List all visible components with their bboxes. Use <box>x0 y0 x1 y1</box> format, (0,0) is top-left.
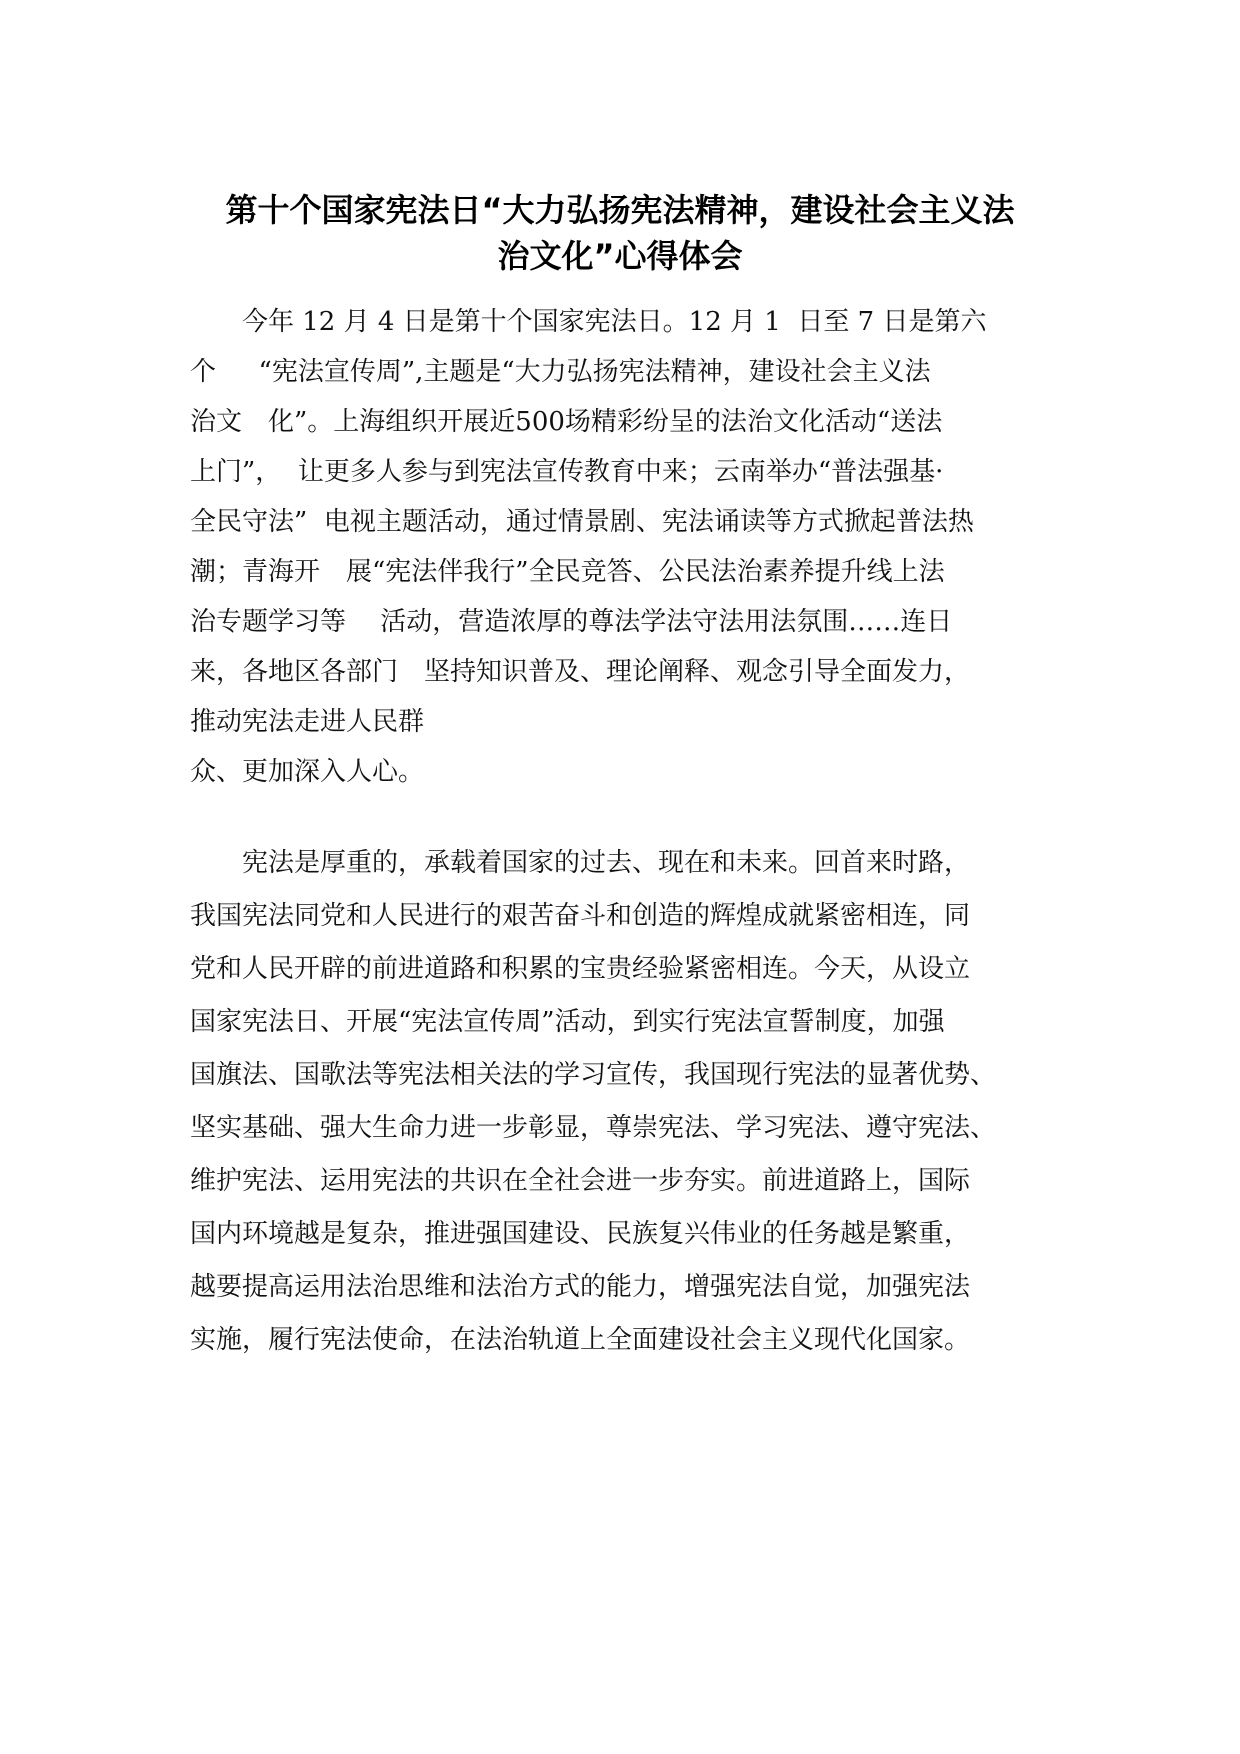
paragraph-1-line: 治文 化”。上海组织开展近500场精彩纷呈的法治文化活动“送法 <box>190 407 943 437</box>
document-title-line-2: 治文化”心得体会 <box>497 237 743 275</box>
paragraph-2-line: 党和人民开辟的前进道路和积累的宝贵经验紧密相连。今天，从设立 <box>190 954 971 984</box>
paragraph-1-line: 今年 12 月 4 日是第十个国家宪法日。12 月 1 日至 7 日是第六 <box>190 307 987 337</box>
paragraph-2-line: 坚实基础、强大生命力进一步彰显，尊崇宪法、学习宪法、遵守宪法、 <box>190 1113 997 1143</box>
paragraph-2-line: 国家宪法日、开展“宪法宣传周”活动，到实行宪法宣誓制度，加强 <box>190 1007 945 1037</box>
paragraph-1-line: 潮；青海开 展“宪法伴我行”全民竞答、公民法治素养提升线上法 <box>190 557 945 587</box>
paragraph-1-line: 个 “宪法宣传周”,主题是“大力弘扬宪法精神，建设社会主义法 <box>190 357 931 387</box>
paragraph-2-line: 越要提高运用法治思维和法治方式的能力，增强宪法自觉，加强宪法 <box>190 1272 971 1302</box>
paragraph-2-line: 国旗法、国歌法等宪法相关法的学习宣传，我国现行宪法的显著优势、 <box>190 1060 997 1090</box>
paragraph-2-line: 国内环境越是复杂，推进强国建设、民族复兴伟业的任务越是繁重， <box>190 1219 971 1249</box>
paragraph-1-line: 众、更加深入人心。 <box>190 757 425 787</box>
paragraph-1-line: 推动宪法走进人民群 <box>190 707 425 737</box>
paragraph-1-line: 治专题学习等 活动，营造浓厚的尊法学法守法用法氛围……连日 <box>190 607 953 637</box>
paragraph-1-line: 全民守法” 电视主题活动，通过情景剧、宪法诵读等方式掀起普法热 <box>190 507 974 537</box>
paragraph-1-line: 来，各地区各部门 坚持知识普及、理论阐释、观念引导全面发力， <box>190 657 971 687</box>
paragraph-2-line: 我国宪法同党和人民进行的艰苦奋斗和创造的辉煌成就紧密相连，同 <box>190 901 971 931</box>
paragraph-2-line: 宪法是厚重的，承载着国家的过去、现在和未来。回首来时路， <box>190 848 971 878</box>
paragraph-2-line: 实施，履行宪法使命，在法治轨道上全面建设社会主义现代化国家。 <box>190 1325 971 1355</box>
paragraph-2-line: 维护宪法、运用宪法的共识在全社会进一步夯实。前进道路上，国际 <box>190 1166 971 1196</box>
paragraph-1-line: 上门”， 让更多人参与到宪法宣传教育中来；云南举办“普法强基· <box>190 457 944 487</box>
document-title-line-1: 第十个国家宪法日“大力弘扬宪法精神，建设社会主义法 <box>225 191 1015 229</box>
